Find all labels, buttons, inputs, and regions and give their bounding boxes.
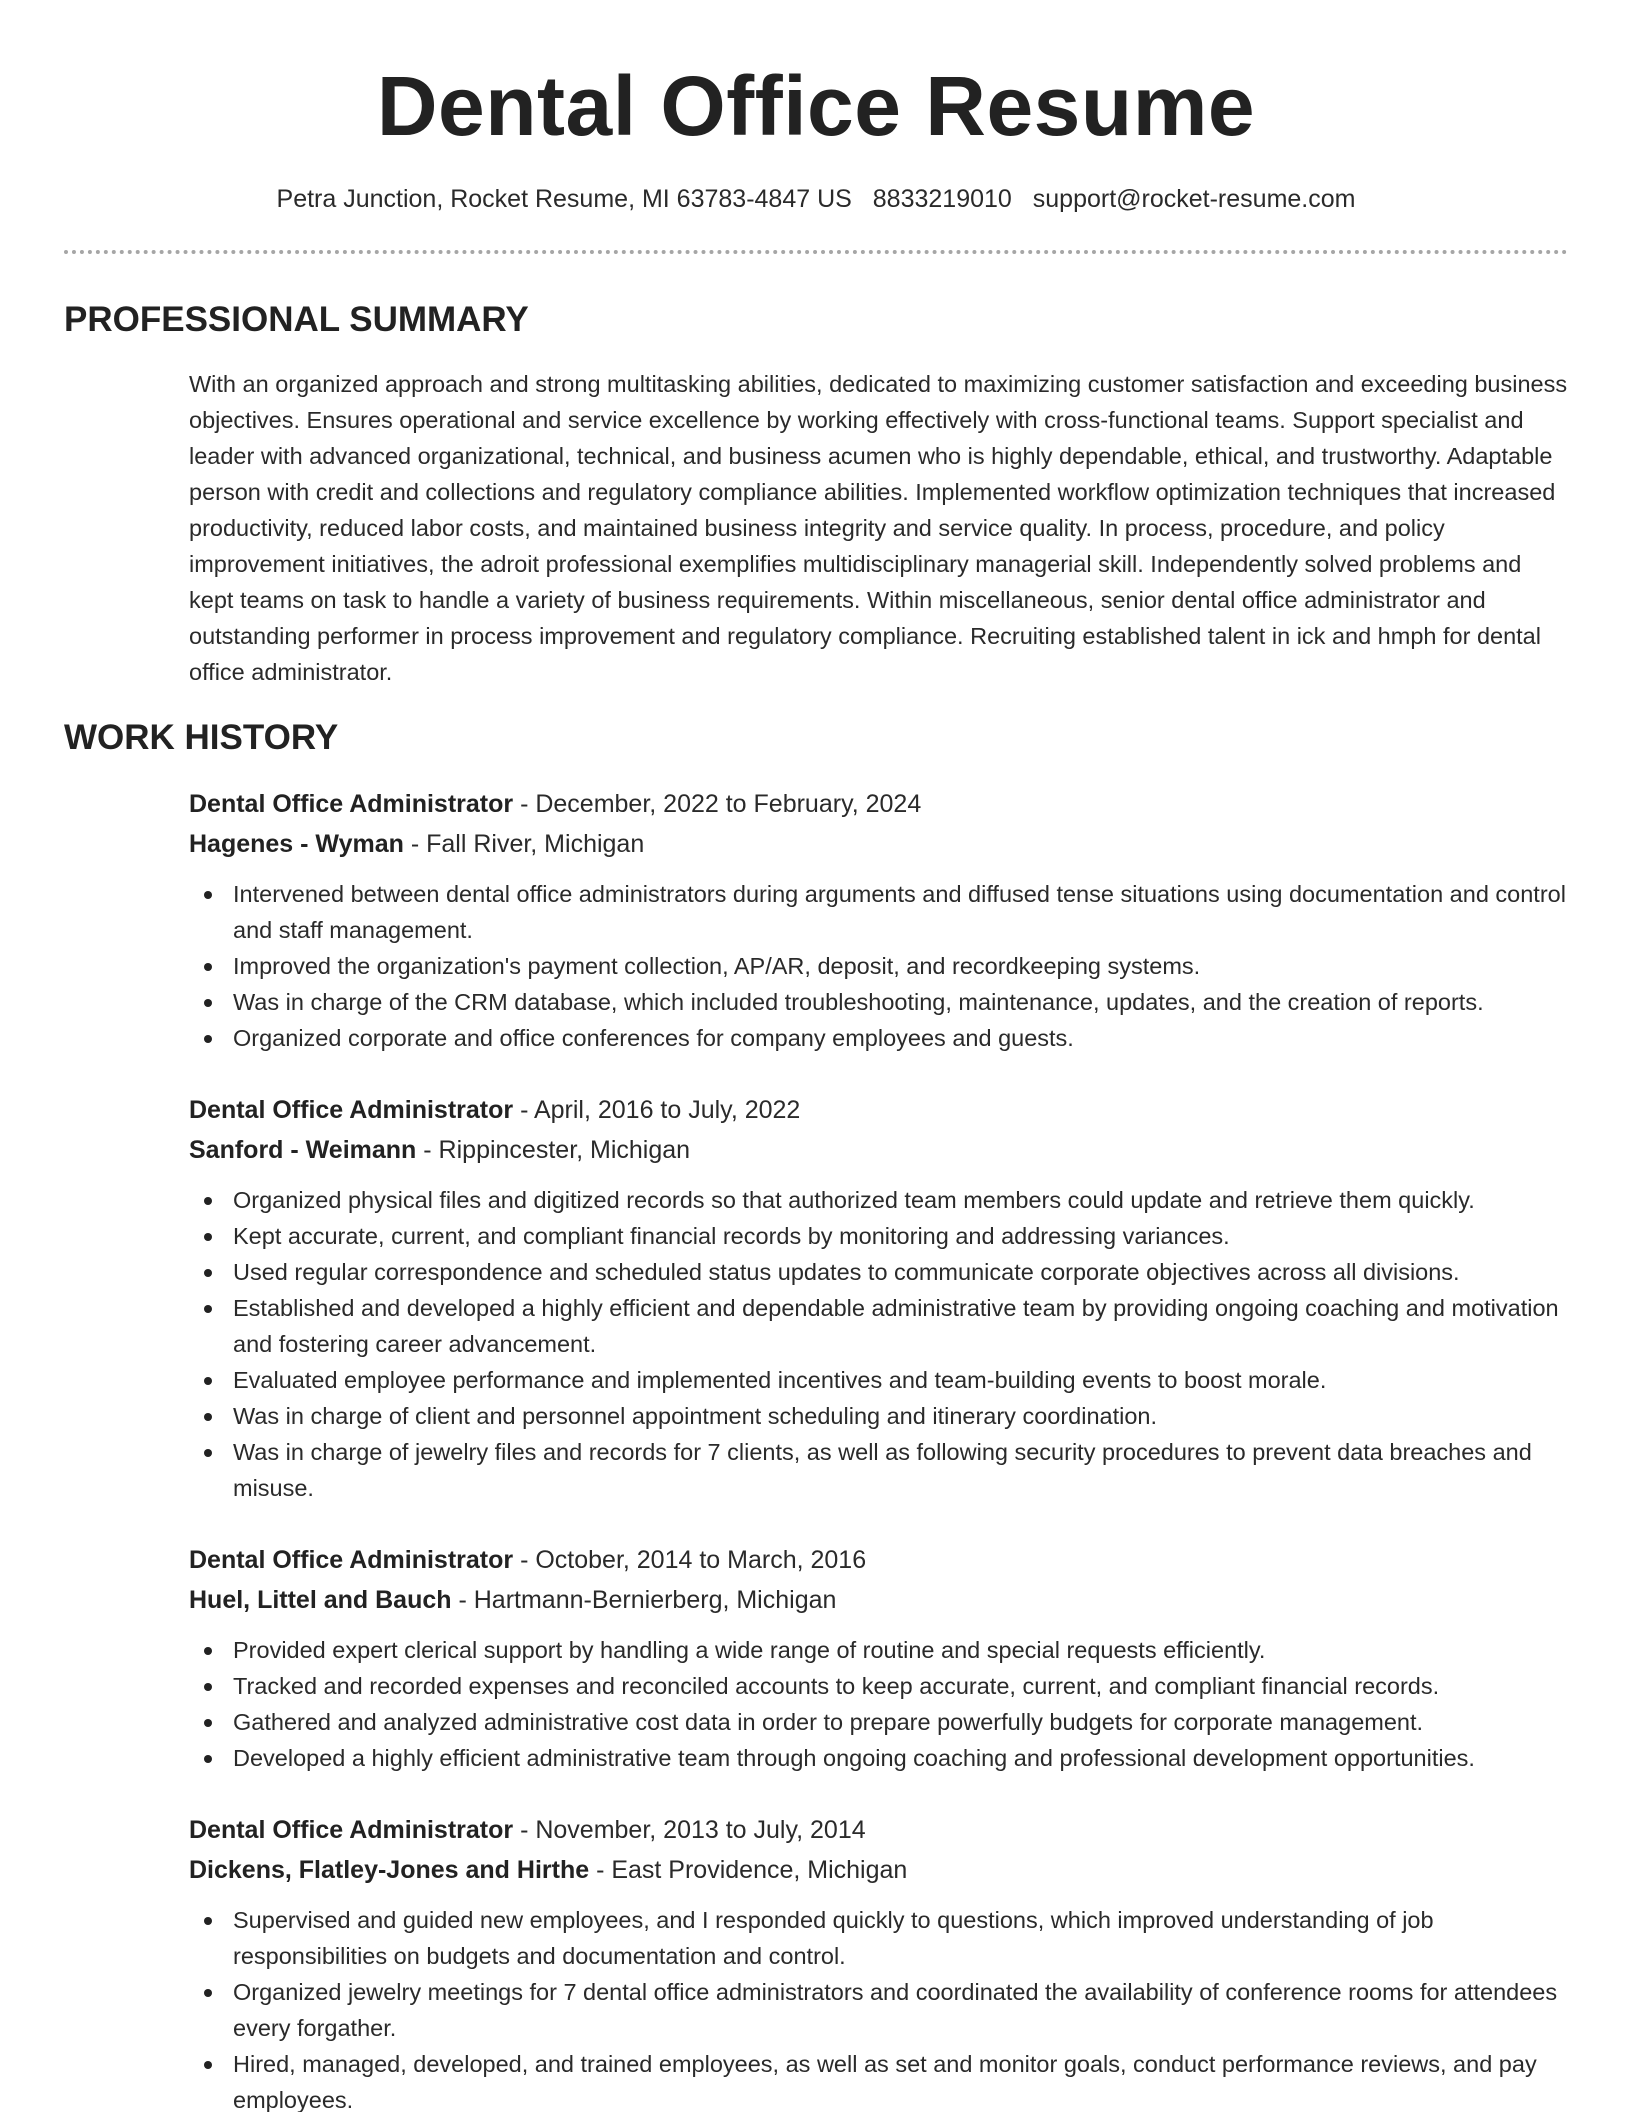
contact-address: Petra Junction, Rocket Resume, MI 63783-4847 US [276,185,852,213]
job-bullet: Hired, managed, developed, and trained employees, as well as set and monitor goals, conduct performance reviews, and pay employees. [189,2046,1569,2112]
job-bullet: Gathered and analyzed administrative cost data in order to prepare powerfully budgets for corporate management. [189,1704,1569,1740]
job-bullet: Kept accurate, current, and compliant financial records by monitoring and addressing variances. [189,1218,1569,1254]
job-entry [189,784,1569,1056]
job-company-line [189,824,1569,864]
section-title-work-history: WORK HISTORY [64,718,339,757]
job-role: Dental Office Administrator [189,1546,514,1574]
job-bullet: Developed a highly efficient administrative team through ongoing coaching and professional development opportunities. [189,1740,1569,1776]
job-bullet: Established and developed a highly efficient and dependable administrative team by providing ongoing coaching and motivation and fostering career advancement. [189,1290,1569,1362]
job-location: - Fall River, Michigan [403,830,645,858]
job-bullets [189,876,1569,1056]
job-bullet: Tracked and recorded expenses and reconciled accounts to keep accurate, current, and compliant financial records. [189,1668,1569,1704]
job-entry [189,1090,1569,1506]
job-bullet: Intervened between dental office administrators during arguments and diffused tense situations using documentation and control and staff management. [189,876,1569,948]
header-divider [64,250,1568,254]
job-bullet: Used regular correspondence and scheduled status updates to communicate corporate objectives across all divisions. [189,1254,1569,1290]
job-role: Dental Office Administrator [189,1816,514,1844]
job-dates: - October, 2014 to March, 2016 [513,1546,867,1574]
job-bullets [189,1182,1569,1506]
job-bullet: Provided expert clerical support by handling a wide range of routine and special requests efficiently. [189,1632,1569,1668]
job-role-line [189,784,1569,824]
summary-text: With an organized approach and strong multitasking abilities, dedicated to maximizing customer satisfaction and exceeding business objectives. Ensures operational and service excellence by working effectively with cross-functional teams. Support specialist and leader with advanced organizational, technical, and business acumen who is highly dependable, ethical, and trustworthy. Adaptable person with credit and collections and regulatory compliance abilities. Implemented workflow optimization techniques that increased productivity, reduced labor costs, and maintained business integrity and service quality. In process, procedure, and policy improvement initiatives, the adroit professional exemplifies multidisciplinary managerial skill. Independently solved problems and kept teams on task to handle a variety of business requirements. Within miscellaneous, senior dental office administrator and outstanding performer in process improvement and regulatory compliance. Recruiting established talent in ick and hmph for dental office administrator. [189,371,1568,685]
contact-phone: 8833219010 [872,185,1012,213]
job-bullet: Was in charge of client and personnel appointment scheduling and itinerary coordination. [189,1398,1569,1434]
job-dates: - April, 2016 to July, 2022 [513,1096,801,1124]
job-bullet: Organized physical files and digitized records so that authorized team members could update and retrieve them quickly. [189,1182,1569,1218]
job-bullets [189,1902,1569,2112]
job-role-line [189,1090,1569,1130]
section-title-summary: PROFESSIONAL SUMMARY [64,300,529,339]
job-role-line [189,1810,1569,1850]
job-company: Sanford - Weimann [189,1136,417,1164]
work-history-list [189,784,1569,2112]
job-company-line [189,1130,1569,1170]
job-bullet: Organized jewelry meetings for 7 dental office administrators and coordinated the availability of conference rooms for attendees every forgather. [189,1974,1569,2046]
job-role-line [189,1540,1569,1580]
contact-email: support@rocket-resume.com [1032,185,1356,213]
job-entry [189,1540,1569,1776]
job-location: - East Providence, Michigan [589,1856,908,1884]
contact-line [0,182,1632,216]
resume-title: Dental Office Resume [376,59,1256,153]
job-company-line [189,1850,1569,1890]
job-bullet: Improved the organization's payment collection, AP/AR, deposit, and recordkeeping systems. [189,948,1569,984]
job-bullet: Evaluated employee performance and implemented incentives and team-building events to boost morale. [189,1362,1569,1398]
job-bullet: Was in charge of jewelry files and records for 7 clients, as well as following security procedures to prevent data breaches and misuse. [189,1434,1569,1506]
job-company: Huel, Littel and Bauch [189,1586,452,1614]
job-company: Hagenes - Wyman [189,830,404,858]
job-role: Dental Office Administrator [189,790,514,818]
job-company: Dickens, Flatley-Jones and Hirthe [189,1856,590,1884]
job-bullet: Supervised and guided new employees, and I responded quickly to questions, which improved understanding of job responsibilities on budgets and documentation and control. [189,1902,1569,1974]
job-location: - Rippincester, Michigan [416,1136,691,1164]
job-bullets [189,1632,1569,1776]
job-bullet: Was in charge of the CRM database, which included troubleshooting, maintenance, updates, and the creation of reports. [189,984,1569,1020]
job-bullet: Organized corporate and office conferences for company employees and guests. [189,1020,1569,1056]
job-entry [189,1810,1569,2112]
job-role: Dental Office Administrator [189,1096,514,1124]
job-company-line [189,1580,1569,1620]
job-dates: - December, 2022 to February, 2024 [513,790,922,818]
job-dates: - November, 2013 to July, 2014 [513,1816,866,1844]
job-location: - Hartmann-Bernierberg, Michigan [451,1586,837,1614]
